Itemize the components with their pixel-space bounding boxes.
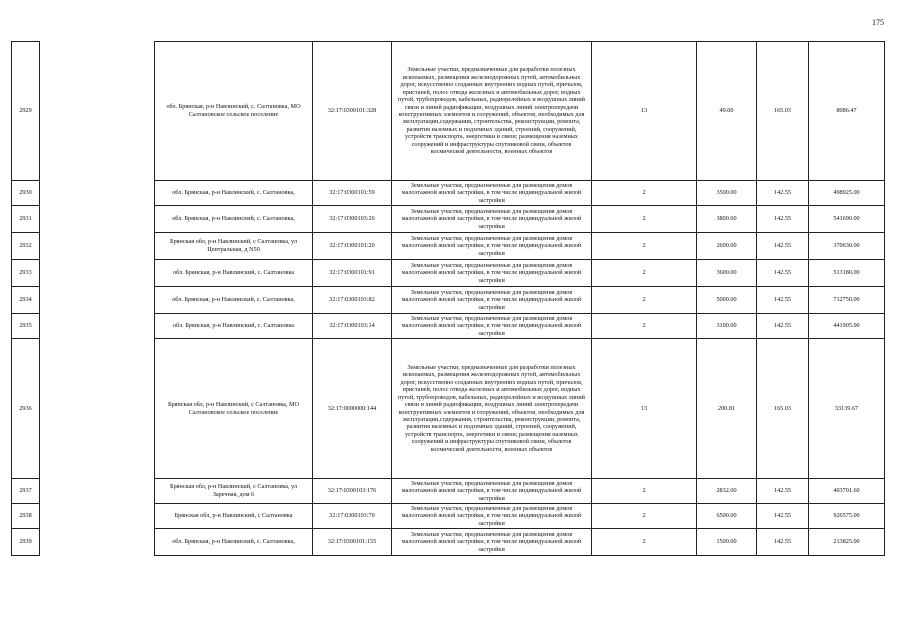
spacer-cell (40, 42, 155, 181)
table-row (12, 42, 885, 181)
address-cell: Брянская обл, р-н Навлинский, с Салтановка (155, 504, 313, 529)
row-number: 2937 (12, 479, 40, 504)
spacer-cell (40, 314, 155, 339)
cadastral-number-cell: 32:17:0300101:155 (313, 529, 392, 556)
row-number: 2938 (12, 504, 40, 529)
area-cell: 3800.00 (697, 206, 757, 233)
address-cell: Брянская обл, р-н Навлинский, с Салтановка, ул Центральная, д N50 (155, 233, 313, 260)
row-number: 2929 (12, 42, 40, 181)
rate-cell: 142.55 (757, 529, 809, 556)
spacer-cell (40, 181, 155, 206)
cadastral-number-cell: 32:17:0300101:20 (313, 233, 392, 260)
area-cell: 5000.00 (697, 287, 757, 314)
land-use-cell: Земельные участки, предназначенные для размещения домов малоэтажной жилой застройки, в том числе индивидуальной жилой застройки (392, 206, 592, 233)
rate-cell: 142.55 (757, 206, 809, 233)
row-number: 2934 (12, 287, 40, 314)
spacer-cell (40, 339, 155, 479)
cadastral-value-cell: 926575.00 (809, 504, 885, 529)
spacer-cell (40, 287, 155, 314)
land-use-cell: Земельные участки, предназначенные для размещения домов малоэтажной жилой застройки, в том числе индивидуальной жилой застройки (392, 479, 592, 504)
area-cell: 3500.00 (697, 181, 757, 206)
rate-cell: 142.55 (757, 181, 809, 206)
group-cell: 2 (592, 206, 697, 233)
rate-cell: 142.55 (757, 314, 809, 339)
group-cell: 2 (592, 504, 697, 529)
cadastral-number-cell: 32:17:0300103:26 (313, 206, 392, 233)
group-cell: 2 (592, 287, 697, 314)
cadastral-value-cell: 403701.60 (809, 479, 885, 504)
land-use-cell: Земельные участки, предназначенные для размещения домов малоэтажной жилой застройки, в том числе индивидуальной жилой застройки (392, 181, 592, 206)
row-number: 2931 (12, 206, 40, 233)
spacer-cell (40, 479, 155, 504)
table-row (12, 260, 885, 287)
land-use-cell: Земельные участки, предназначенные для размещения домов малоэтажной жилой застройки, в том числе индивидуальной жилой застройки (392, 529, 592, 556)
cadastral-value-cell: 441905.00 (809, 314, 885, 339)
cadastral-number-cell: 32:17:0300103:82 (313, 287, 392, 314)
group-cell: 2 (592, 314, 697, 339)
row-number: 2930 (12, 181, 40, 206)
area-cell: 2600.00 (697, 233, 757, 260)
address-cell: обл. Брянская, р-н Навлинский, с. Салтановка (155, 260, 313, 287)
address-cell: Брянская обл, р-н Навлинский, с Салтановка, МО Салтановское сельское поселение (155, 339, 313, 479)
land-use-cell: Земельные участки, предназначенные для разработки полезных ископаемых, размещения железнодорожных путей, автомобильных дорог, искусственно созданных внутренних водных путей, причалов, пристаней, полос отвода железных и автомобильных дорог, водных путей, трубопроводов, кабельных, радиорелейных и воздушных линий связи и линий радиофикации, воздушных линий электропередачи конструктивных элементов и сооружений, объектов, необходимых для эксплуатации,содержания, строительства, реконструкции, ремонта, развития наземных и подземных зданий, строений, сооружений, устройств транспорта, энергетики и связи; размещения наземных сооружений и инфраструктуры спутниковой связи, объектов космической деятельности, военных объектов (392, 339, 592, 479)
spacer-cell (40, 529, 155, 556)
group-cell: 2 (592, 260, 697, 287)
row-number: 2932 (12, 233, 40, 260)
cadastral-number-cell: 32:17:0300103:70 (313, 504, 392, 529)
address-cell: обл. Брянская, р-н Навлинский, с. Салтановка, МО Салтановское сельское поселение (155, 42, 313, 181)
table-row (12, 529, 885, 556)
table-row (12, 504, 885, 529)
rate-cell: 142.55 (757, 287, 809, 314)
cadastral-value-cell: 8086.47 (809, 42, 885, 181)
table-row (12, 181, 885, 206)
address-cell: обл. Брянская, р-н Навлинский, с. Салтановка (155, 314, 313, 339)
area-cell: 3600.00 (697, 260, 757, 287)
address-cell: обл. Брянская, р-н Навлинский, с. Салтановка, (155, 181, 313, 206)
spacer-cell (40, 504, 155, 529)
area-cell: 2832.00 (697, 479, 757, 504)
row-number: 2933 (12, 260, 40, 287)
land-use-cell: Земельные участки, предназначенные для размещения домов малоэтажной жилой застройки, в том числе индивидуальной жилой застройки (392, 233, 592, 260)
page-number: 175 (872, 18, 884, 27)
land-use-cell: Земельные участки, предназначенные для разработки полезных ископаемых, размещения железнодорожных путей, автомобильных дорог, искусственно созданных внутренних водных путей, причалов, пристаней, полос отвода железных и автомобильных дорог, водных путей, трубопроводов, кабельных, радиорелейных и воздушных линий связи и линий радиофикации, воздушных линий электропередачи конструктивных элементов и сооружений, объектов, необходимых для эксплуатации,содержания, строительства, реконструкции, ремонта, развития наземных и подземных зданий, строений, сооружений, устройств транспорта, энергетики и связи; размещения наземных сооружений и инфраструктуры спутниковой связи, объектов космической деятельности, военных объектов (392, 42, 592, 181)
cadastral-number-cell: 32:17:0300101:91 (313, 260, 392, 287)
row-number: 2935 (12, 314, 40, 339)
cadastral-value-cell: 213825.00 (809, 529, 885, 556)
table-row (12, 287, 885, 314)
cadastral-value-cell: 541690.00 (809, 206, 885, 233)
table-row (12, 314, 885, 339)
address-cell: Брянская обл, р-н Навлинский, с Салтановка, ул Заречная, дом 6 (155, 479, 313, 504)
cadastral-number-cell: 32:17:0300101:328 (313, 42, 392, 181)
row-number: 2936 (12, 339, 40, 479)
cadastral-value-cell: 498925.00 (809, 181, 885, 206)
group-cell: 2 (592, 479, 697, 504)
address-cell: обл. Брянская, р-н Навлинский, с. Салтановка, (155, 287, 313, 314)
cadastral-value-cell: 712750.00 (809, 287, 885, 314)
land-use-cell: Земельные участки, предназначенные для размещения домов малоэтажной жилой застройки, в том числе индивидуальной жилой застройки (392, 504, 592, 529)
rate-cell: 142.55 (757, 260, 809, 287)
group-cell: 2 (592, 233, 697, 260)
table-row (12, 233, 885, 260)
rate-cell: 142.55 (757, 233, 809, 260)
group-cell: 13 (592, 42, 697, 181)
cadastral-value-cell: 513180.00 (809, 260, 885, 287)
address-cell: обл. Брянская, р-н Навлинский, с. Салтановка, (155, 529, 313, 556)
area-cell: 200.81 (697, 339, 757, 479)
group-cell: 2 (592, 529, 697, 556)
cadastral-value-cell: 370630.00 (809, 233, 885, 260)
table-row (12, 479, 885, 504)
area-cell: 49.00 (697, 42, 757, 181)
spacer-cell (40, 260, 155, 287)
spacer-cell (40, 206, 155, 233)
spacer-cell (40, 233, 155, 260)
cadastral-number-cell: 32:17:0300103:14 (313, 314, 392, 339)
area-cell: 3100.00 (697, 314, 757, 339)
area-cell: 6500.00 (697, 504, 757, 529)
rate-cell: 142.55 (757, 479, 809, 504)
area-cell: 1500.00 (697, 529, 757, 556)
group-cell: 2 (592, 181, 697, 206)
cadastral-number-cell: 32:17:0000000:144 (313, 339, 392, 479)
table-row (12, 339, 885, 479)
land-use-cell: Земельные участки, предназначенные для размещения домов малоэтажной жилой застройки, в том числе индивидуальной жилой застройки (392, 314, 592, 339)
land-use-cell: Земельные участки, предназначенные для размещения домов малоэтажной жилой застройки, в том числе индивидуальной жилой застройки (392, 260, 592, 287)
cadastral-number-cell: 32:17:0300101:59 (313, 181, 392, 206)
cadastral-number-cell: 32:17:0300103:176 (313, 479, 392, 504)
rate-cell: 142.55 (757, 504, 809, 529)
rate-cell: 165.03 (757, 339, 809, 479)
cadastral-value-cell: 33139.67 (809, 339, 885, 479)
group-cell: 13 (592, 339, 697, 479)
row-number: 2939 (12, 529, 40, 556)
land-use-cell: Земельные участки, предназначенные для размещения домов малоэтажной жилой застройки, в том числе индивидуальной жилой застройки (392, 287, 592, 314)
address-cell: обл. Брянская, р-н Навлинский, с. Салтановка, (155, 206, 313, 233)
table-row (12, 206, 885, 233)
land-registry-table (11, 41, 885, 556)
rate-cell: 165.03 (757, 42, 809, 181)
